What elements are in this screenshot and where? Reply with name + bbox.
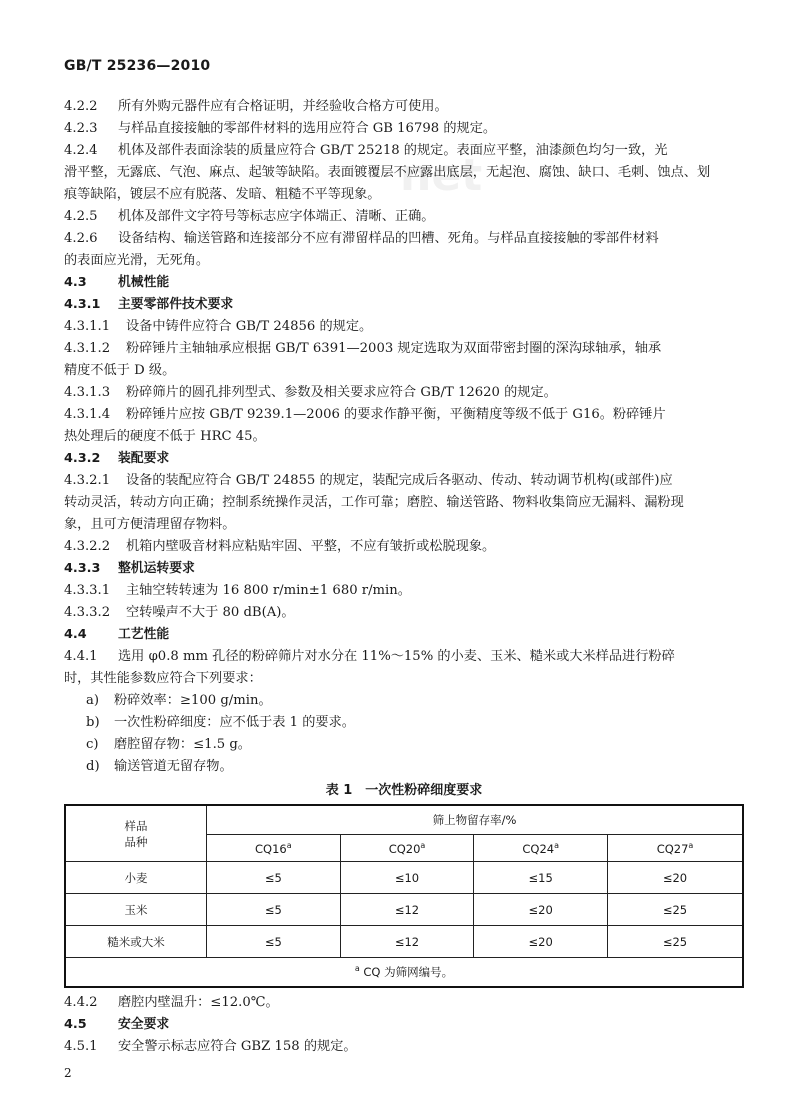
- table-cell: ≤20: [608, 862, 743, 894]
- list-text: 输送管道无留存物。: [114, 759, 233, 774]
- table-title: 表 1 一次性粉碎细度要求: [325, 783, 483, 798]
- table-row: [65, 894, 743, 926]
- clause-continuation: [64, 492, 744, 514]
- table-cell: ≤20: [474, 926, 608, 958]
- page-content: [64, 96, 744, 1058]
- clause-text: 安全警示标志应符合 GBZ 158 的规定。: [118, 1039, 357, 1054]
- list-marker: b): [86, 715, 100, 730]
- column-header-label: CQ20: [388, 841, 421, 856]
- table-row: [65, 926, 743, 958]
- clause-continuation: [64, 360, 744, 382]
- clause-text: 所有外购元器件应有合格证明，并经验收合格方可使用。: [118, 99, 448, 114]
- clause-text: 设备结构、输送管路和连接部分不应有滞留样品的凹槽、死角。与样品直接接触的零部件材料: [118, 231, 659, 246]
- clause-text: 机体及部件表面涂装的质量应符合 GB/T 25218 的规定。表面应平整，油漆颜色均匀一致，光: [118, 143, 668, 158]
- clause-4-3-1-4: [64, 404, 744, 426]
- clause-number: 4.3.2: [64, 451, 101, 466]
- clause-text: 空转噪声不大于 80 dB(A)。: [126, 605, 295, 620]
- retention-rate-header: 筛上物留存率/%: [207, 805, 744, 835]
- clause-text: 整机运转要求: [118, 561, 195, 576]
- clause-text: 主轴空转转速为 16 800 r/min±1 680 r/min。: [126, 583, 411, 598]
- list-text: 磨腔留存物：≤1.5 g。: [114, 737, 251, 752]
- table-cell: ≤25: [608, 894, 743, 926]
- clause-number: 4.4.2: [64, 995, 98, 1010]
- clause-4-3-2: [64, 448, 744, 470]
- clause-4-3-3: [64, 558, 744, 580]
- clause-number: 4.5: [64, 1017, 87, 1032]
- clause-number: 4.4.1: [64, 649, 98, 664]
- clause-text: 磨腔内壁温升：≤12.0℃。: [118, 995, 279, 1010]
- clause-text: 选用 φ0.8 mm 孔径的粉碎筛片对水分在 11%～15% 的小麦、玉米、糙米或大米样品进行粉碎: [118, 649, 675, 664]
- fineness-table: [64, 804, 744, 988]
- page-number: 2: [64, 1066, 72, 1080]
- clause-4-2-3: [64, 118, 744, 140]
- clause-list: [64, 96, 744, 690]
- clause-number: 4.3.3.1: [64, 583, 111, 598]
- clause-4-2-6: [64, 228, 744, 250]
- clause-number: 4.2.5: [64, 209, 98, 224]
- column-header: [340, 835, 474, 862]
- clause-number: 4.3.1.2: [64, 341, 111, 356]
- clause-text: 粉碎锤片应按 GB/T 9239.1—2006 的要求作静平衡，平衡精度等级不低于 G16。粉碎锤片: [126, 407, 666, 422]
- clause-4-3-1: [64, 294, 744, 316]
- clause-number: 4.3.1.1: [64, 319, 111, 334]
- after-table-clauses: [64, 992, 744, 1058]
- row-label: 小麦: [65, 862, 207, 894]
- column-header: [207, 835, 341, 862]
- list-marker: c): [86, 737, 99, 752]
- footnote-mark: a: [554, 840, 559, 850]
- list-item: [64, 690, 744, 712]
- clause-4-2-4: [64, 140, 744, 162]
- table-cell: ≤5: [207, 926, 341, 958]
- list-marker: d): [86, 759, 100, 774]
- clause-number: 4.3.1.4: [64, 407, 111, 422]
- clause-text: 粉碎锤片主轴轴承应根据 GB/T 6391—2003 规定选取为双面带密封圈的深沟球轴承，轴承: [126, 341, 662, 356]
- row-label: 玉米: [65, 894, 207, 926]
- sample-header-line2: 品种: [124, 834, 148, 849]
- clause-4-5: [64, 1014, 744, 1036]
- clause-4-4: [64, 624, 744, 646]
- clause-text: 象，且可方便清理留存物料。: [64, 517, 236, 532]
- row-label: 糙米或大米: [65, 926, 207, 958]
- clause-4-3-3-2: [64, 602, 744, 624]
- clause-4-2-2: [64, 96, 744, 118]
- clause-number: 4.2.3: [64, 121, 98, 136]
- clause-number: 4.4: [64, 627, 87, 642]
- clause-4-3-2-1: [64, 470, 744, 492]
- column-header-label: CQ27: [656, 841, 689, 856]
- column-header-label: CQ16: [255, 841, 287, 856]
- clause-text: 安全要求: [118, 1017, 170, 1032]
- clause-continuation: [64, 250, 744, 272]
- clause-text: 装配要求: [118, 451, 170, 466]
- clause-4-5-1: [64, 1036, 744, 1058]
- table-cell: ≤12: [340, 926, 474, 958]
- clause-number: 4.3.2.2: [64, 539, 111, 554]
- clause-number: 4.2.2: [64, 99, 98, 114]
- clause-continuation: [64, 184, 744, 206]
- clause-text: 痕等缺陷，镀层不应有脱落、发暗、粗糙不平等现象。: [64, 187, 381, 202]
- clause-text: 热处理后的硬度不低于 HRC 45。: [64, 429, 266, 444]
- table-cell: ≤15: [474, 862, 608, 894]
- column-header: [474, 835, 608, 862]
- clause-text: 与样品直接接触的零部件材料的选用应符合 GB 16798 的规定。: [118, 121, 497, 136]
- footnote-mark: a: [354, 964, 360, 974]
- clause-text: 工艺性能: [118, 627, 170, 642]
- clause-4-3-2-2: [64, 536, 744, 558]
- list-text: 一次性粉碎细度：应不低于表 1 的要求。: [114, 715, 355, 730]
- clause-4-4-1: [64, 646, 744, 668]
- clause-4-3-1-3: [64, 382, 744, 404]
- table-cell: ≤5: [207, 894, 341, 926]
- clause-4-3-1-1: [64, 316, 744, 338]
- list-item: [64, 734, 744, 756]
- clause-4-3-1-2: [64, 338, 744, 360]
- column-header: [608, 835, 743, 862]
- clause-text: 机体及部件文字符号等标志应字体端正、清晰、正确。: [118, 209, 435, 224]
- clause-number: 4.2.6: [64, 231, 98, 246]
- clause-number: 4.3: [64, 275, 87, 290]
- footnote-mark: a: [286, 840, 292, 850]
- clause-number: 4.3.3: [64, 561, 101, 576]
- clause-continuation: [64, 668, 744, 690]
- list-item: [64, 756, 744, 778]
- clause-continuation: [64, 162, 744, 184]
- clause-4-3-3-1: [64, 580, 744, 602]
- clause-text: 的表面应光滑，无死角。: [64, 253, 210, 268]
- clause-text: 滑平整，无露底、气泡、麻点、起皱等缺陷。表面镀覆层不应露出底层，无起泡、腐蚀、缺口、毛刺、蚀点、划: [64, 165, 711, 180]
- clause-text: 精度不低于 D 级。: [64, 363, 176, 378]
- footnote-mark: a: [688, 840, 694, 850]
- clause-4-4-2: [64, 992, 744, 1014]
- table-row: [65, 862, 743, 894]
- list-item: [64, 712, 744, 734]
- clause-text: 转动灵活，转动方向正确；控制系统操作灵活，工作可靠；磨腔、输送管路、物料收集筒应无漏料、漏粉现: [64, 495, 684, 510]
- clause-text: 机械性能: [118, 275, 170, 290]
- requirement-list: [64, 690, 744, 778]
- clause-number: 4.5.1: [64, 1039, 98, 1054]
- table-cell: ≤10: [340, 862, 474, 894]
- sample-header-line1: 样品: [124, 818, 148, 833]
- clause-continuation: [64, 426, 744, 448]
- clause-text: 设备的装配应符合 GB/T 24855 的规定，装配完成后各驱动、传动、转动调节机构(或部件)应: [126, 473, 673, 488]
- clause-text: 设备中铸件应符合 GB/T 24856 的规定。: [126, 319, 373, 334]
- clause-4-3: [64, 272, 744, 294]
- list-marker: a): [86, 693, 100, 708]
- clause-4-2-5: [64, 206, 744, 228]
- clause-text: 机箱内壁吸音材料应粘贴牢固、平整，不应有皱折或松脱现象。: [126, 539, 496, 554]
- sample-variety-header: [65, 805, 207, 862]
- clause-number: 4.3.2.1: [64, 473, 111, 488]
- clause-text: 粉碎筛片的圆孔排列型式、参数及相关要求应符合 GB/T 12620 的规定。: [126, 385, 557, 400]
- watermark: net: [400, 150, 483, 201]
- clause-text: 主要零部件技术要求: [118, 297, 234, 312]
- clause-number: 4.3.3.2: [64, 605, 111, 620]
- clause-number: 4.3.1: [64, 297, 101, 312]
- table-cell: ≤12: [340, 894, 474, 926]
- table-cell: ≤25: [608, 926, 743, 958]
- clause-number: 4.2.4: [64, 143, 98, 158]
- clause-continuation: [64, 514, 744, 536]
- footnote-text: CQ 为筛网编号。: [363, 965, 454, 979]
- column-header-label: CQ24: [522, 841, 555, 856]
- standard-code-header: GB/T 25236—2010: [64, 58, 211, 74]
- footnote-mark: a: [420, 840, 426, 850]
- clause-text: 时，其性能参数应符合下列要求：: [64, 671, 262, 686]
- table-cell: ≤20: [474, 894, 608, 926]
- table-cell: ≤5: [207, 862, 341, 894]
- clause-number: 4.3.1.3: [64, 385, 111, 400]
- table-footnote: [65, 958, 743, 988]
- list-text: 粉碎效率：≥100 g/min。: [114, 693, 272, 708]
